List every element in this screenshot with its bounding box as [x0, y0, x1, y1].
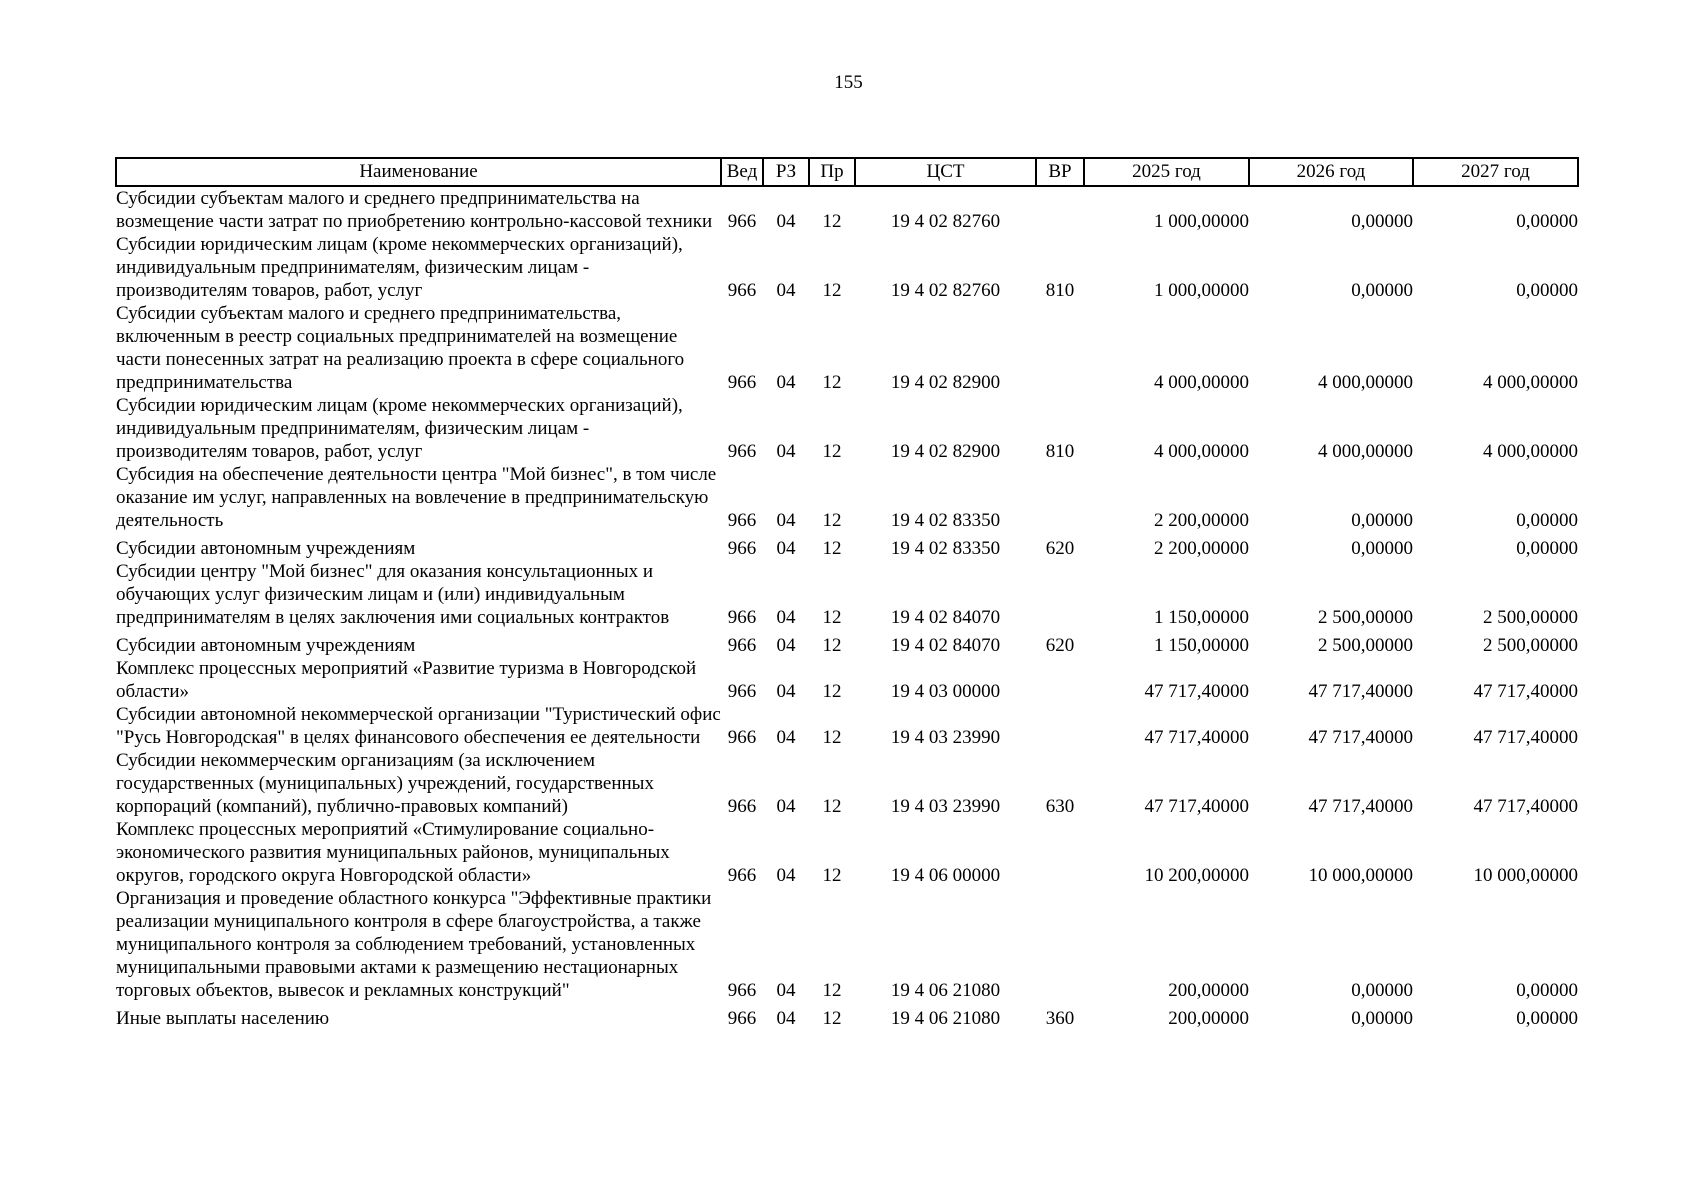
row-amount-2026: 10 000,00000	[1308, 865, 1413, 886]
row-ved: 966	[727, 865, 757, 886]
row-rz: 04	[776, 796, 796, 817]
header-rz: РЗ	[763, 158, 809, 186]
row-vr: 810	[1045, 280, 1075, 301]
row-vr: 620	[1045, 538, 1075, 559]
row-rz: 04	[776, 211, 796, 232]
row-name: Организация и проведение областного конкурса "Эффективные практики реализации муниципального контроля в сфере благоустройства, а также муниципального контроля за соблюдением требований, установленных муниципальными правовыми актами к размещению нестационарных торговых объектов, вывесок и рекламных конструкций"	[116, 888, 712, 1001]
row-vr	[1036, 560, 1084, 629]
row-cst: 19 4 03 00000	[890, 681, 1001, 702]
row-cst: 19 4 02 82760	[890, 211, 1001, 232]
row-amount-2025: 47 717,40000	[1144, 681, 1249, 702]
row-pr: 12	[822, 1008, 842, 1029]
row-pr: 12	[822, 796, 842, 817]
row-amount-2027: 47 717,40000	[1473, 681, 1578, 702]
row-cst: 19 4 02 83350	[890, 510, 1001, 531]
table-row	[116, 703, 1578, 749]
row-amount-2026: 2 500,00000	[1318, 635, 1413, 656]
row-ved: 966	[727, 681, 757, 702]
row-vr: 630	[1045, 796, 1075, 817]
row-rz: 04	[776, 372, 796, 393]
row-amount-2027: 2 500,00000	[1483, 607, 1578, 628]
table-row	[116, 233, 1578, 302]
row-rz: 04	[776, 280, 796, 301]
row-amount-2027: 0,00000	[1516, 538, 1578, 559]
row-cst: 19 4 02 82760	[890, 280, 1001, 301]
row-cst: 19 4 06 21080	[890, 1008, 1001, 1029]
row-amount-2025: 1 000,00000	[1154, 280, 1249, 301]
row-amount-2026: 0,00000	[1351, 1008, 1413, 1029]
row-pr: 12	[822, 538, 842, 559]
table-row	[116, 302, 1578, 394]
row-rz: 04	[776, 635, 796, 656]
row-amount-2027: 0,00000	[1516, 211, 1578, 232]
row-cst: 19 4 02 82900	[890, 441, 1001, 462]
row-amount-2027: 4 000,00000	[1483, 441, 1578, 462]
row-pr: 12	[822, 727, 842, 748]
row-name: Комплекс процессных мероприятий «Стимулирование социально-экономического развития муниципальных районов, муниципальных округов, городского округа Новгородской области»	[116, 819, 670, 886]
row-amount-2026: 0,00000	[1351, 510, 1413, 531]
row-amount-2026: 0,00000	[1351, 211, 1413, 232]
header-cst: ЦСТ	[855, 158, 1036, 186]
row-vr: 810	[1045, 441, 1075, 462]
row-ved: 966	[727, 1008, 757, 1029]
row-amount-2027: 0,00000	[1516, 980, 1578, 1001]
table-row	[116, 749, 1578, 818]
row-rz: 04	[776, 1008, 796, 1029]
row-amount-2025: 1 150,00000	[1154, 607, 1249, 628]
row-vr	[1036, 703, 1084, 749]
row-amount-2027: 10 000,00000	[1473, 865, 1578, 886]
header-ved: Вед	[721, 158, 763, 186]
row-pr: 12	[822, 372, 842, 393]
row-pr: 12	[822, 980, 842, 1001]
row-name: Субсидии центру "Мой бизнес" для оказания консультационных и обучающих услуг физическим лицам и (или) индивидуальным предпринимателям в целях заключения ими социальных контрактов	[116, 561, 670, 628]
row-amount-2026: 0,00000	[1351, 980, 1413, 1001]
row-amount-2025: 47 717,40000	[1144, 796, 1249, 817]
row-cst: 19 4 02 84070	[890, 607, 1001, 628]
table-row	[116, 532, 1578, 560]
row-name: Субсидия на обеспечение деятельности центра "Мой бизнес", в том числе оказание им услуг, направленных на вовлечение в предпринимательскую деятельность	[116, 464, 717, 531]
row-rz: 04	[776, 538, 796, 559]
row-ved: 966	[727, 280, 757, 301]
table-row	[116, 887, 1578, 1002]
table-row	[116, 629, 1578, 657]
row-name: Субсидии автономным учреждениям	[116, 538, 416, 559]
row-amount-2025: 200,00000	[1168, 1008, 1249, 1029]
table-row	[116, 186, 1578, 233]
row-rz: 04	[776, 865, 796, 886]
row-pr: 12	[822, 865, 842, 886]
row-vr	[1036, 818, 1084, 887]
row-ved: 966	[727, 211, 757, 232]
row-pr: 12	[822, 681, 842, 702]
row-rz: 04	[776, 727, 796, 748]
row-ved: 966	[727, 441, 757, 462]
row-amount-2025: 4 000,00000	[1154, 441, 1249, 462]
row-amount-2025: 200,00000	[1168, 980, 1249, 1001]
table-row	[116, 560, 1578, 629]
row-name: Субсидии субъектам малого и среднего предпринимательства на возмещение части затрат по приобретению контрольно-кассовой техники	[116, 188, 713, 232]
table-row	[116, 818, 1578, 887]
row-amount-2027: 4 000,00000	[1483, 372, 1578, 393]
row-ved: 966	[727, 727, 757, 748]
row-rz: 04	[776, 441, 796, 462]
row-vr	[1036, 463, 1084, 532]
row-amount-2026: 47 717,40000	[1308, 727, 1413, 748]
table-row	[116, 463, 1578, 532]
row-amount-2025: 1 150,00000	[1154, 635, 1249, 656]
row-name: Субсидии субъектам малого и среднего предпринимательства, включенным в реестр социальных предпринимателей на возмещение части понесенных затрат на реализацию проекта в сфере социального предпринимательства	[116, 303, 685, 393]
row-amount-2025: 1 000,00000	[1154, 211, 1249, 232]
row-amount-2026: 47 717,40000	[1308, 681, 1413, 702]
row-vr	[1036, 302, 1084, 394]
header-2027: 2027 год	[1413, 158, 1578, 186]
row-rz: 04	[776, 681, 796, 702]
row-amount-2027: 2 500,00000	[1483, 635, 1578, 656]
header-name: Наименование	[116, 158, 721, 186]
row-cst: 19 4 06 21080	[890, 980, 1001, 1001]
row-pr: 12	[822, 607, 842, 628]
table-row	[116, 1002, 1578, 1030]
row-amount-2026: 4 000,00000	[1318, 441, 1413, 462]
budget-table	[115, 157, 1579, 1030]
row-pr: 12	[822, 635, 842, 656]
row-cst: 19 4 02 82900	[890, 372, 1001, 393]
row-rz: 04	[776, 607, 796, 628]
row-name: Субсидии некоммерческим организациям (за исключением государственных (муниципальных) учреждений, государственных корпораций (компаний), публично-правовых компаний)	[116, 750, 654, 817]
row-amount-2025: 10 200,00000	[1144, 865, 1249, 886]
row-cst: 19 4 02 84070	[890, 635, 1001, 656]
row-rz: 04	[776, 510, 796, 531]
row-name: Комплекс процессных мероприятий «Развитие туризма в Новгородской области»	[116, 658, 697, 702]
row-name: Субсидии автономным учреждениям	[116, 635, 416, 656]
row-name: Субсидии автономной некоммерческой организации "Туристический офис "Русь Новгородская" в целях финансового обеспечения ее деятельности	[116, 704, 721, 748]
row-ved: 966	[727, 796, 757, 817]
row-amount-2026: 0,00000	[1351, 538, 1413, 559]
table-header-row	[116, 158, 1578, 186]
row-pr: 12	[822, 280, 842, 301]
row-vr	[1036, 657, 1084, 703]
row-amount-2026: 2 500,00000	[1318, 607, 1413, 628]
header-2025: 2025 год	[1084, 158, 1249, 186]
row-amount-2027: 47 717,40000	[1473, 727, 1578, 748]
row-ved: 966	[727, 372, 757, 393]
row-vr	[1036, 186, 1084, 233]
row-amount-2026: 0,00000	[1351, 280, 1413, 301]
row-name: Субсидии юридическим лицам (кроме некоммерческих организаций), индивидуальным предпринимателям, физическим лицам - производителям товаров, работ, услуг	[116, 395, 683, 462]
row-pr: 12	[822, 441, 842, 462]
row-cst: 19 4 06 00000	[890, 865, 1001, 886]
row-vr: 360	[1045, 1008, 1075, 1029]
header-vr: ВР	[1036, 158, 1084, 186]
row-vr	[1036, 887, 1084, 1002]
row-pr: 12	[822, 510, 842, 531]
table-row	[116, 657, 1578, 703]
row-rz: 04	[776, 980, 796, 1001]
row-name: Субсидии юридическим лицам (кроме некоммерческих организаций), индивидуальным предпринимателям, физическим лицам - производителям товаров, работ, услуг	[116, 234, 683, 301]
row-amount-2027: 47 717,40000	[1473, 796, 1578, 817]
row-pr: 12	[822, 211, 842, 232]
row-amount-2025: 47 717,40000	[1144, 727, 1249, 748]
row-ved: 966	[727, 510, 757, 531]
row-ved: 966	[727, 980, 757, 1001]
page-number: 155	[834, 72, 863, 93]
row-name: Иные выплаты населению	[116, 1008, 330, 1029]
row-amount-2027: 0,00000	[1516, 510, 1578, 531]
row-amount-2025: 4 000,00000	[1154, 372, 1249, 393]
row-cst: 19 4 02 83350	[890, 538, 1001, 559]
row-ved: 966	[727, 607, 757, 628]
row-ved: 966	[727, 635, 757, 656]
row-amount-2027: 0,00000	[1516, 280, 1578, 301]
row-amount-2025: 2 200,00000	[1154, 538, 1249, 559]
row-cst: 19 4 03 23990	[890, 796, 1001, 817]
row-vr: 620	[1045, 635, 1075, 656]
header-2026: 2026 год	[1249, 158, 1413, 186]
row-amount-2025: 2 200,00000	[1154, 510, 1249, 531]
row-ved: 966	[727, 538, 757, 559]
row-amount-2026: 4 000,00000	[1318, 372, 1413, 393]
table-row	[116, 394, 1578, 463]
row-cst: 19 4 03 23990	[890, 727, 1001, 748]
header-pr: Пр	[809, 158, 855, 186]
row-amount-2026: 47 717,40000	[1308, 796, 1413, 817]
row-amount-2027: 0,00000	[1516, 1008, 1578, 1029]
